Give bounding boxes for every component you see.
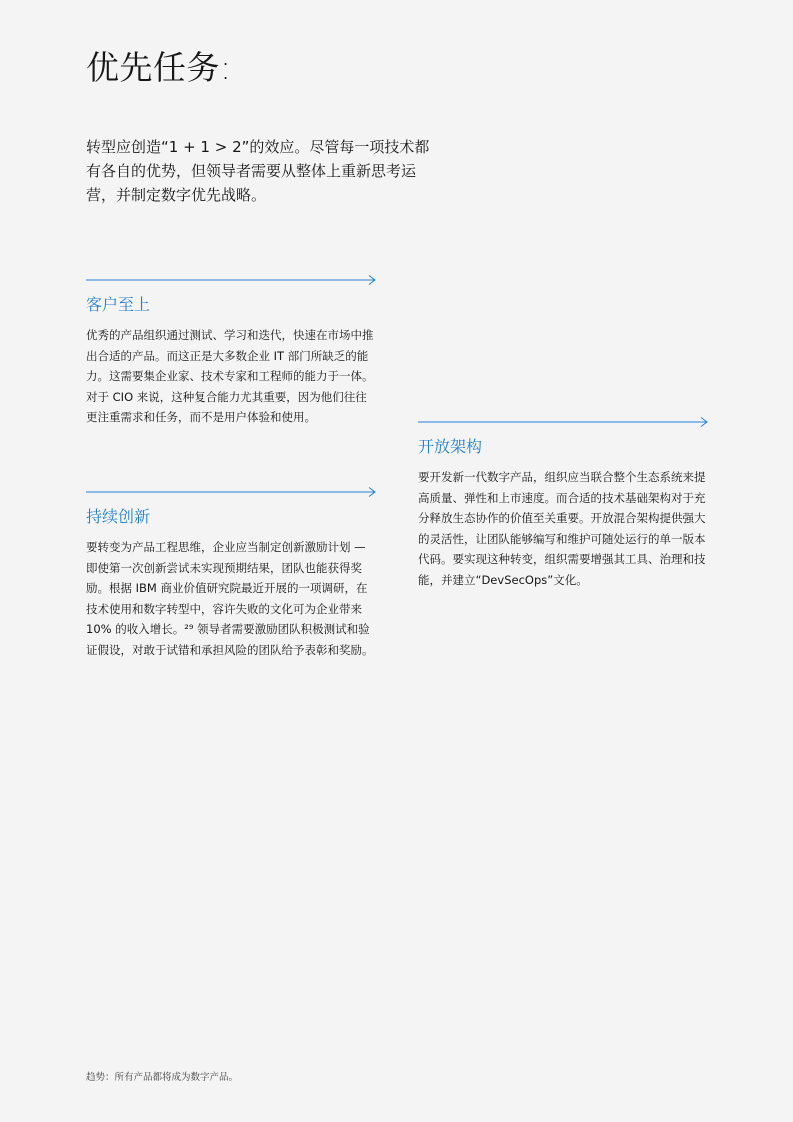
section-body: 要转变为产品工程思维，企业应当制定创新激励计划 — 即使第一次创新尝试未实现预期结果，团队也能获得奖励。根据 IBM 商业价值研究院最近开展的一项调研，在技术使用和数字转型中，容许失败的文化可为企业带来 10% 的收入增长。²⁹ 领导者需要激励团队积极测试和验证假设，对敢于试错和承担风险的团队给予表彰和奖励。: [86, 540, 374, 657]
intro-paragraph: 转型应创造“1 + 1 > 2”的效应。尽管每一项技术都有各自的优势，但领导者需要从整体上重新思考运营，并制定数字优先战略。: [86, 138, 430, 204]
arrow-divider-icon: [418, 417, 710, 427]
section-open-architecture: [418, 417, 710, 590]
section-body: 优秀的产品组织通过测试、学习和迭代，快速在市场中推出合适的产品。而这正是大多数企业 IT 部门所缺乏的能力。这需要集企业家、技术专家和工程师的能力于一体。对于 CIO 来说，这种复合能力尤其重要，因为他们往往更注重需求和任务，而不是用户体验和使用。: [86, 328, 374, 424]
section-heading: 持续创新: [86, 507, 151, 526]
section-heading: 客户至上: [86, 295, 151, 314]
arrow-divider-icon: [86, 487, 378, 497]
page-title: 优先任务:: [86, 48, 232, 87]
section-heading: 开放架构: [418, 437, 483, 456]
section-customer-first: [86, 275, 378, 428]
section-body: 要开发新一代数字产品，组织应当联合整个生态系统来提高质量、弹性和上市速度。而合适的技术基础架构对于充分释放生态协作的价值至关重要。开放混合架构提供强大的灵活性，让团队能够编写和维护可随处运行的单一版本代码。要实现这种转变，组织需要增强其工具、治理和技能，并建立“DevSecOps”文化。: [418, 470, 706, 587]
page-footer: 趋势：所有产品都将成为数字产品。: [86, 1072, 239, 1083]
section-continuous-innovation: [86, 487, 378, 660]
arrow-divider-icon: [86, 275, 378, 285]
